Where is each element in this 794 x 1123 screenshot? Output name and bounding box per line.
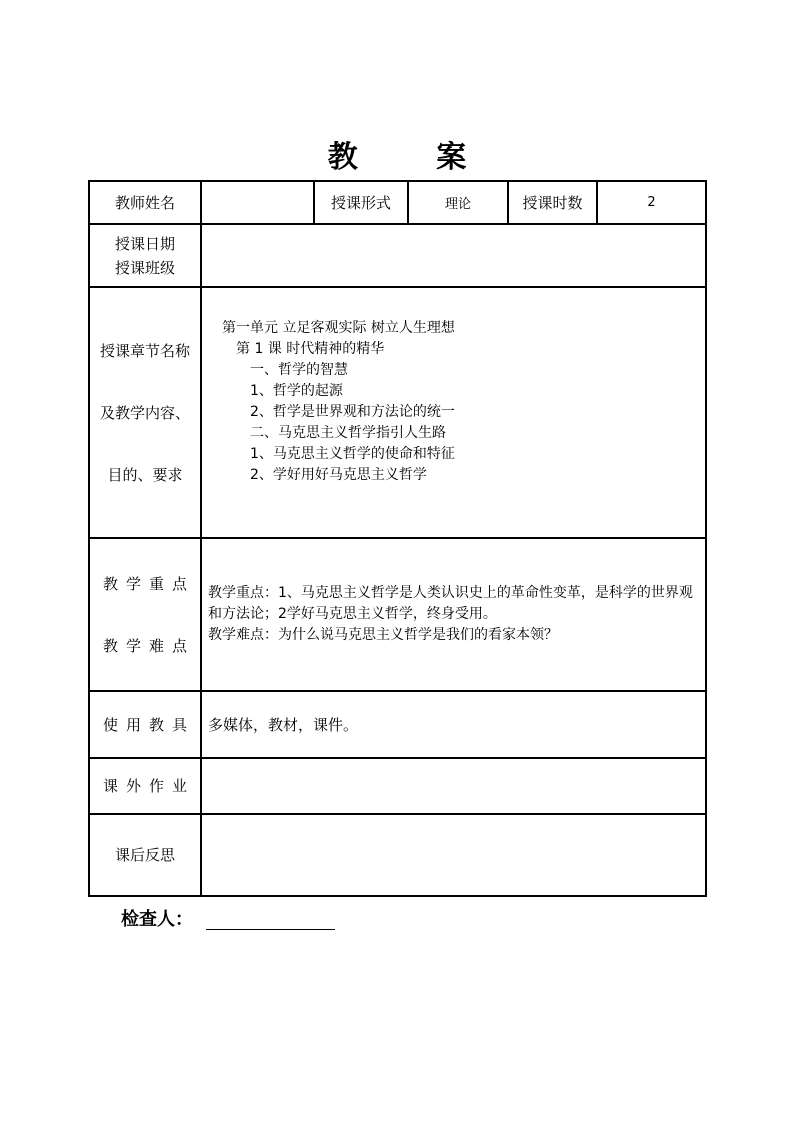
chapter-label-line1: 授课章节名称	[99, 341, 190, 360]
lesson-title: 第 1 课 时代精神的精华	[236, 341, 385, 357]
homework-row	[89, 758, 706, 814]
chapter-row	[89, 287, 706, 538]
key-points-text: 教学重点：1、马克思主义哲学是人类认识史上的革命性变革，是科学的世界观和方法论；2学好马克思主义哲学，终身受用。	[208, 585, 693, 622]
lesson-class-label: 授课班级	[114, 258, 175, 277]
chapter-label-line2: 及教学内容、	[99, 403, 190, 422]
homework-label: 课外作业	[89, 758, 201, 814]
page-title: 教 案	[327, 140, 501, 175]
checker-signature-line[interactable]	[206, 929, 335, 930]
outline-item: 1、马克思主义哲学的使命和特征	[250, 446, 455, 462]
reflection-row	[89, 814, 706, 896]
unit-title: 第一单元 立足客观实际 树立人生理想	[222, 320, 455, 336]
date-class-label	[89, 224, 201, 287]
reflection-field[interactable]	[201, 814, 706, 896]
outline-item: 二、马克思主义哲学指引人生路	[250, 425, 446, 441]
lesson-date-label: 授课日期	[114, 234, 175, 253]
lesson-plan-table	[88, 180, 707, 897]
teacher-name-label: 教师姓名	[89, 181, 201, 224]
date-class-row	[89, 224, 706, 287]
reflection-label: 课后反思	[89, 814, 201, 896]
date-class-field[interactable]	[201, 224, 706, 287]
outline-item: 1、哲学的起源	[250, 383, 343, 399]
outline-item: 一、哲学的智慧	[250, 362, 348, 378]
lesson-form-label: 授课形式	[314, 181, 408, 224]
tools-row	[89, 691, 706, 758]
lesson-form-field[interactable]: 理论	[408, 181, 508, 224]
lesson-hours-label: 授课时数	[508, 181, 597, 224]
checker-label: 检查人：	[121, 909, 193, 930]
difficulties-text: 教学难点：为什么说马克思主义哲学是我们的看家本领？	[208, 627, 558, 643]
focus-row	[89, 538, 706, 691]
lesson-hours-field[interactable]: 2	[597, 181, 706, 224]
teacher-name-field[interactable]	[201, 181, 314, 224]
tools-field[interactable]: 多媒体，教材，课件。	[201, 691, 706, 758]
focus-label	[89, 538, 201, 691]
focus-content[interactable]	[201, 538, 706, 691]
outline-item: 2、哲学是世界观和方法论的统一	[250, 404, 455, 420]
outline-item: 2、学好用好马克思主义哲学	[250, 467, 427, 483]
difficulties-label: 教学难点	[102, 636, 195, 655]
chapter-label-line3: 目的、要求	[107, 465, 183, 484]
homework-field[interactable]	[201, 758, 706, 814]
key-points-label: 教学重点	[102, 574, 195, 593]
header-row	[89, 181, 706, 224]
chapter-content[interactable]	[201, 287, 706, 538]
chapter-label	[89, 287, 201, 538]
tools-label: 使用教具	[89, 691, 201, 758]
